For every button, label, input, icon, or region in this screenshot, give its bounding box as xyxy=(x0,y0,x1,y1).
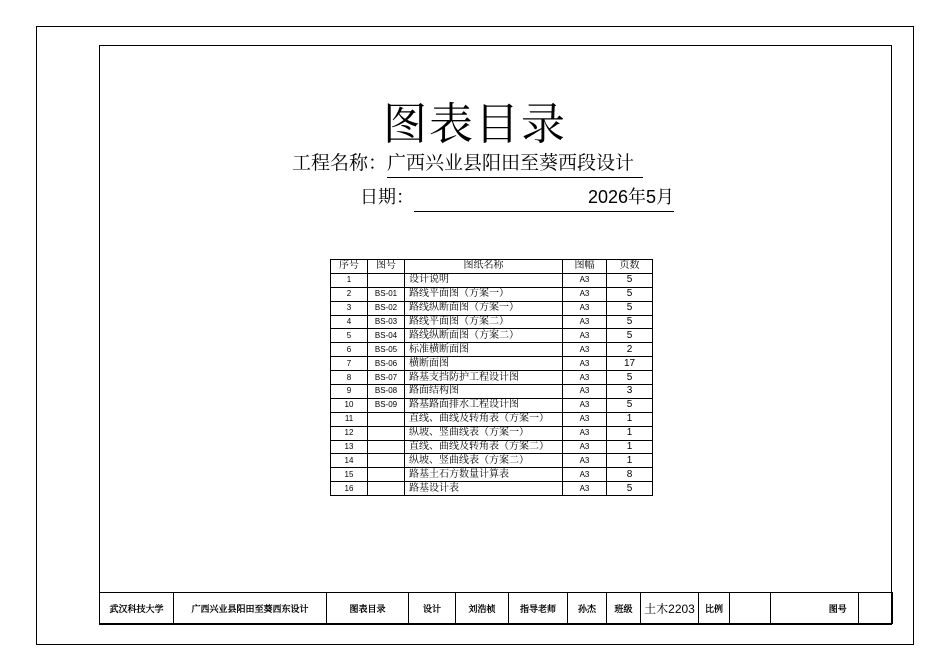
page-count: 17 xyxy=(607,357,653,371)
table-row xyxy=(331,454,653,468)
header-pages: 页数 xyxy=(607,260,653,274)
table-row xyxy=(331,329,653,343)
table-row xyxy=(331,385,653,399)
drawing-code: BS-02 xyxy=(368,301,405,315)
header-code: 图号 xyxy=(368,260,405,274)
page-count: 1 xyxy=(607,426,653,440)
paper-size: A3 xyxy=(563,385,607,399)
page-title: 图表目录 xyxy=(383,99,567,150)
scale-label: 比例 xyxy=(699,593,730,624)
date-value: 2026年5月 xyxy=(414,183,674,212)
page-count: 5 xyxy=(607,329,653,343)
table-row xyxy=(331,412,653,426)
drawing-no-label: 图号 xyxy=(818,593,859,624)
project-value: 广西兴业县阳田至葵西段设计 xyxy=(387,148,643,178)
drawing-code: BS-03 xyxy=(368,315,405,329)
paper-size: A3 xyxy=(563,482,607,496)
page-count: 5 xyxy=(607,301,653,315)
header-no: 序号 xyxy=(331,260,368,274)
page-count: 5 xyxy=(607,371,653,385)
drawing-code xyxy=(368,468,405,482)
project-title: 广西兴业县阳田至葵西东设计 xyxy=(174,593,327,624)
spacer-cell xyxy=(771,593,818,624)
drawing-name: 设计说明 xyxy=(405,273,563,287)
paper-size: A3 xyxy=(563,287,607,301)
drawing-code: BS-06 xyxy=(368,357,405,371)
page-count: 8 xyxy=(607,468,653,482)
paper-size: A3 xyxy=(563,468,607,482)
drawing-title: 图表目录 xyxy=(327,593,409,624)
drawing-code: BS-08 xyxy=(368,385,405,399)
page-count: 5 xyxy=(607,482,653,496)
table-row xyxy=(331,301,653,315)
page-count: 5 xyxy=(607,398,653,412)
row-number: 7 xyxy=(331,357,368,371)
table-row xyxy=(331,357,653,371)
drawing-code xyxy=(368,273,405,287)
table-row xyxy=(331,468,653,482)
advisor-label: 指导老师 xyxy=(509,593,568,624)
row-number: 11 xyxy=(331,412,368,426)
drawing-name: 路基土石方数量计算表 xyxy=(405,468,563,482)
table-header-row xyxy=(331,260,653,274)
page-count: 1 xyxy=(607,412,653,426)
paper-size: A3 xyxy=(563,371,607,385)
table-row xyxy=(331,371,653,385)
row-number: 3 xyxy=(331,301,368,315)
paper-size: A3 xyxy=(563,301,607,315)
table-row xyxy=(331,287,653,301)
page-count: 3 xyxy=(607,385,653,399)
class-value: 土木2203 xyxy=(641,593,699,624)
row-number: 2 xyxy=(331,287,368,301)
paper-size: A3 xyxy=(563,273,607,287)
table-row xyxy=(331,273,653,287)
page-count: 5 xyxy=(607,287,653,301)
drawing-code: BS-07 xyxy=(368,371,405,385)
scale-value xyxy=(730,593,771,624)
advisor-name: 孙杰 xyxy=(568,593,607,624)
drawing-code: BS-01 xyxy=(368,287,405,301)
drawing-name: 路面结构图 xyxy=(405,385,563,399)
drawing-code: BS-04 xyxy=(368,329,405,343)
row-number: 8 xyxy=(331,371,368,385)
drawing-name: 路基路面排水工程设计图 xyxy=(405,398,563,412)
drawing-code: BS-09 xyxy=(368,398,405,412)
drawing-name: 纵坡、竖曲线表（方案一） xyxy=(405,426,563,440)
paper-size: A3 xyxy=(563,398,607,412)
page-count: 1 xyxy=(607,440,653,454)
drawing-code xyxy=(368,440,405,454)
designer-name: 刘浩桢 xyxy=(456,593,509,624)
drawing-name: 直线、曲线及转角表（方案二） xyxy=(405,440,563,454)
row-number: 1 xyxy=(331,273,368,287)
drawing-name: 路线平面图（方案一） xyxy=(405,287,563,301)
date-label: 日期： xyxy=(360,187,414,208)
drawing-name: 横断面图 xyxy=(405,357,563,371)
design-label: 设计 xyxy=(409,593,456,624)
drawing-name: 路基设计表 xyxy=(405,482,563,496)
row-number: 14 xyxy=(331,454,368,468)
drawing-name: 路线平面图（方案二） xyxy=(405,315,563,329)
table-row xyxy=(331,482,653,496)
page-count: 5 xyxy=(607,315,653,329)
page-count: 5 xyxy=(607,273,653,287)
header-size: 图幅 xyxy=(563,260,607,274)
class-label: 班级 xyxy=(607,593,641,624)
paper-size: A3 xyxy=(563,343,607,357)
drawing-code: BS-05 xyxy=(368,343,405,357)
drawing-code xyxy=(368,426,405,440)
project-label: 工程名称： xyxy=(292,152,388,174)
table-row xyxy=(331,343,653,357)
drawing-name: 标准横断面图 xyxy=(405,343,563,357)
paper-size: A3 xyxy=(563,454,607,468)
table-row xyxy=(331,398,653,412)
drawing-name: 路基支挡防护工程设计图 xyxy=(405,371,563,385)
drawing-catalog-table xyxy=(330,259,653,496)
paper-size: A3 xyxy=(563,440,607,454)
drawing-name: 路线纵断面图（方案二） xyxy=(405,329,563,343)
page-count: 2 xyxy=(607,343,653,357)
paper-size: A3 xyxy=(563,412,607,426)
row-number: 5 xyxy=(331,329,368,343)
table-row xyxy=(331,440,653,454)
drawing-name: 纵坡、竖曲线表（方案二） xyxy=(405,454,563,468)
project-name-line xyxy=(292,148,643,178)
row-number: 16 xyxy=(331,482,368,496)
row-number: 9 xyxy=(331,385,368,399)
row-number: 10 xyxy=(331,398,368,412)
row-number: 4 xyxy=(331,315,368,329)
paper-size: A3 xyxy=(563,357,607,371)
header-name: 图纸名称 xyxy=(405,260,563,274)
drawing-code xyxy=(368,454,405,468)
row-number: 6 xyxy=(331,343,368,357)
paper-size: A3 xyxy=(563,426,607,440)
title-block xyxy=(99,592,893,624)
paper-size: A3 xyxy=(563,329,607,343)
university-name: 武汉科技大学 xyxy=(100,593,174,624)
table-row xyxy=(331,315,653,329)
drawing-code xyxy=(368,412,405,426)
drawing-no-value xyxy=(859,593,893,624)
row-number: 15 xyxy=(331,468,368,482)
drawing-name: 路线纵断面图（方案一） xyxy=(405,301,563,315)
paper-size: A3 xyxy=(563,315,607,329)
page-count: 1 xyxy=(607,454,653,468)
drawing-code xyxy=(368,482,405,496)
row-number: 13 xyxy=(331,440,368,454)
drawing-name: 直线、曲线及转角表（方案一） xyxy=(405,412,563,426)
table-row xyxy=(331,426,653,440)
row-number: 12 xyxy=(331,426,368,440)
date-line xyxy=(360,183,674,212)
